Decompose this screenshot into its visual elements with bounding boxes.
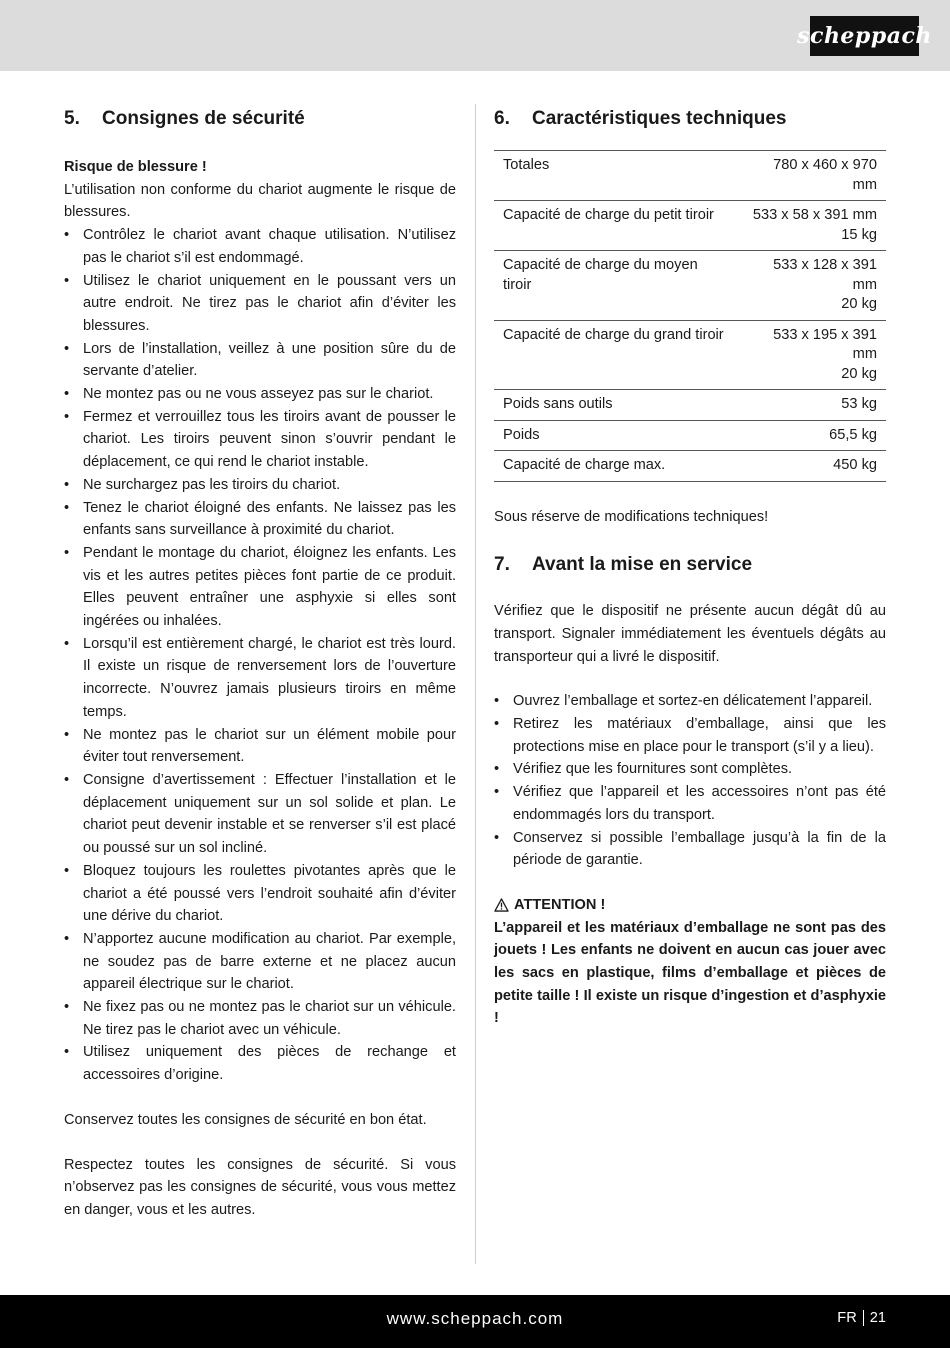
list-item: • Utilisez le chariot uniquement en le poussant vers un autre endroit. Ne tirez pas le chariot afin d’éviter les blessures. (64, 270, 456, 338)
spec-label: Poids (494, 420, 737, 451)
spec-label: Capacité de charge du moyen tiroir (494, 251, 737, 321)
specs-note: Sous réserve de modifications techniques! (494, 508, 769, 525)
section-7-heading (494, 550, 886, 580)
column-divider (475, 104, 476, 1264)
attention-title: ATTENTION ! (514, 896, 606, 913)
section-title: Consignes de sécurité (102, 108, 305, 129)
safety-bullets (64, 224, 456, 1087)
list-item: • Pendant le montage du chariot, éloignez les enfants. Les vis et les autres petites pièces font partie de ce produit. Elles peuvent entraîner une asphyxie si elles sont ingérées ou inhalées. (64, 542, 456, 633)
page-separator (863, 1310, 864, 1326)
list-item: • Retirez les matériaux d’emballage, ainsi que les protections mise en place pour le transport (s’il y a lieu). (494, 713, 886, 758)
list-item: • Ouvrez l’emballage et sortez-en délicatement l’appareil. (494, 690, 886, 713)
list-item: • N’apportez aucune modification au chariot. Par exemple, ne soudez pas de barre externe et ne placez aucun appareil électrique sur le chariot. (64, 928, 456, 996)
list-item: • Ne surchargez pas les tiroirs du chariot. (64, 474, 456, 497)
list-item: • Conservez si possible l’emballage jusqu’à la fin de la période de garantie. (494, 827, 886, 872)
spec-value: 533 x 128 x 391 mm 20 kg (737, 251, 886, 321)
service-intro: Vérifiez que le dispositif ne présente aucun dégât dû au transport. Signaler immédiatement les éventuels dégâts au transporteur qui a livré le dispositif. (494, 603, 886, 665)
section-6-heading (494, 104, 886, 134)
spec-label: Capacité de charge du petit tiroir (494, 201, 737, 251)
spec-label: Totales (494, 151, 737, 201)
service-bullets (494, 690, 886, 872)
spec-label: Poids sans outils (494, 390, 737, 421)
attention-heading (494, 894, 886, 917)
list-item: • Vérifiez que les fournitures sont complètes. (494, 758, 886, 781)
list-item: • Lorsqu’il est entièrement chargé, le chariot est très lourd. Il existe un risque de renversement lors de l’ouverture incorrecte. N’ouvrez jamais plusieurs tiroirs en même temps. (64, 633, 456, 724)
spec-label: Capacité de charge max. (494, 451, 737, 482)
section-title: Caractéristiques techniques (532, 108, 787, 129)
section-number: 6. (494, 108, 510, 129)
spec-value: 533 x 58 x 391 mm 15 kg (737, 201, 886, 251)
page-number: 21 (869, 1310, 886, 1326)
list-item: • Ne fixez pas ou ne montez pas le chariot sur un véhicule. Ne tirez pas le chariot avec un véhicule. (64, 996, 456, 1041)
spec-value: 65,5 kg (737, 420, 886, 451)
section-5-heading (64, 104, 456, 134)
list-item: • Utilisez uniquement des pièces de rechange et accessoires d’origine. (64, 1041, 456, 1086)
left-column (64, 104, 456, 1222)
section-number: 7. (494, 554, 510, 576)
table-row (494, 320, 886, 390)
footer-bar (0, 1295, 950, 1348)
spec-value: 533 x 195 x 391 mm 20 kg (737, 320, 886, 390)
list-item: • Vérifiez que l’appareil et les accessoires n’ont pas été endommagés lors du transport. (494, 781, 886, 826)
page-indicator (837, 1310, 886, 1326)
table-row (494, 251, 886, 321)
attention-text: L’appareil et les matériaux d’emballage ne sont pas des jouets ! Les enfants ne doivent en aucun cas jouer avec les sacs en plastique, films d’emballage et pièces de petite taille ! Il existe un risque d’ingestion et d’asphyxie ! (494, 919, 886, 1027)
closing-paragraph-1: Conservez toutes les consignes de sécurité en bon état. (64, 1111, 427, 1128)
table-row (494, 390, 886, 421)
list-item: • Bloquez toujours les roulettes pivotantes après que le chariot a été poussé vers l’endroit souhaité afin d’éviter une dérive du chariot. (64, 860, 456, 928)
list-item: • Lors de l’installation, veillez à une position sûre du de servante d’atelier. (64, 338, 456, 383)
list-item: • Ne montez pas le chariot sur un élément mobile pour éviter tout renversement. (64, 724, 456, 769)
right-column (494, 104, 886, 1030)
table-row (494, 151, 886, 201)
specs-table (494, 150, 886, 482)
footer-url: www.scheppach.com (386, 1309, 564, 1328)
list-item: • Tenez le chariot éloigné des enfants. Ne laissez pas les enfants sans surveillance à proximité du chariot. (64, 497, 456, 542)
table-row (494, 201, 886, 251)
table-row (494, 420, 886, 451)
closing-paragraph-2: Respectez toutes les consignes de sécurité. Si vous n’observez pas les consignes de sécurité, vous vous mettez en danger, vous et les autres. (64, 1156, 456, 1218)
header-band (0, 0, 950, 71)
table-row (494, 451, 886, 482)
section-title: Avant la mise en service (532, 554, 753, 576)
risk-intro: L’utilisation non conforme du chariot augmente le risque de blessures. (64, 181, 456, 221)
spec-value: 780 x 460 x 970 mm (737, 151, 886, 201)
list-item: • Ne montez pas ou ne vous asseyez pas sur le chariot. (64, 383, 456, 406)
warning-triangle-icon (494, 898, 509, 912)
list-item: • Consigne d’avertissement : Effectuer l’installation et le déplacement uniquement sur un sol solide et plan. Le chariot peut devenir instable et se renverser s’il est placé ou poussé sur un sol incliné. (64, 769, 456, 860)
spec-value: 450 kg (737, 451, 886, 482)
spec-value: 53 kg (737, 390, 886, 421)
spec-label: Capacité de charge du grand tiroir (494, 320, 737, 390)
risk-title: Risque de blessure ! (64, 159, 207, 175)
list-item: • Contrôlez le chariot avant chaque utilisation. N’utilisez pas le chariot s’il est endommagé. (64, 224, 456, 269)
brand-logo: scheppach (810, 16, 919, 56)
section-number: 5. (64, 108, 80, 129)
language-code: FR (837, 1310, 857, 1326)
list-item: • Fermez et verrouillez tous les tiroirs avant de pousser le chariot. Les tiroirs peuvent sinon s’ouvrir pendant le déplacement, ce qui rend le chariot instable. (64, 406, 456, 474)
